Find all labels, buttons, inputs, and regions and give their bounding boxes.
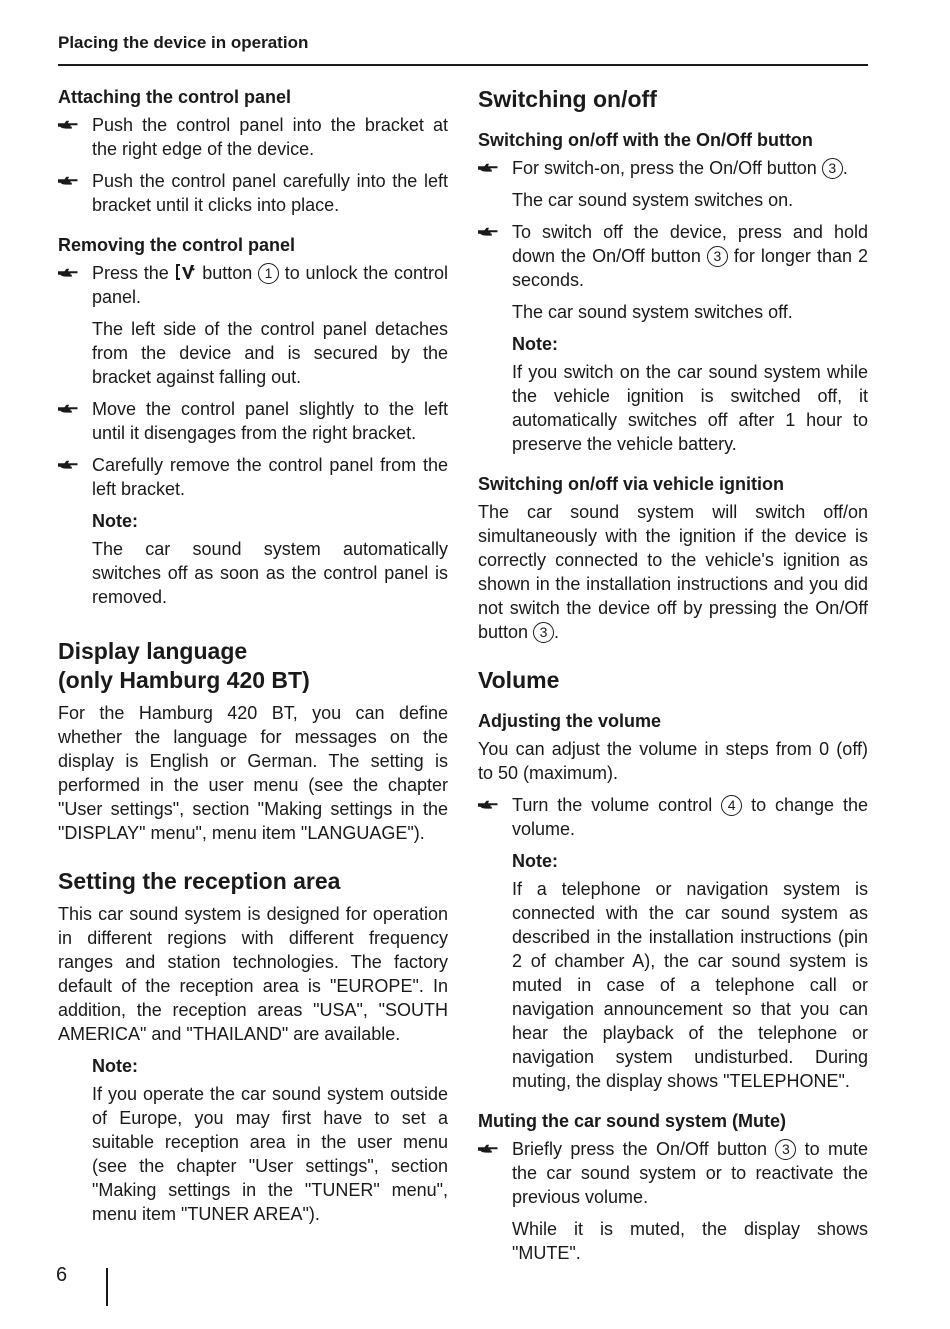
switching-heading: Switching on/off <box>478 86 657 112</box>
ignition-text: The car sound system will switch off/on simultaneously with the ignition if the device is correctly connected to the vehicle's ignition as shown in the installation instructions and you did not switch the device off by pressing the On/Off button 3 . <box>478 502 868 642</box>
remove-result-text: The left side of the control panel detaches from the device and is secured by the bracket against falling out. <box>92 319 448 387</box>
pointing-hand-icon <box>58 268 78 278</box>
pointing-hand-icon <box>478 227 498 237</box>
remove-step-1: Press the button 1 to unlock the control panel. <box>58 261 448 309</box>
note-text: If you switch on the car sound system while the vehicle ignition is switched off, it automatically switches off after 1 hour to preserve the vehicle battery. <box>512 362 868 454</box>
mute-subheading: Muting the car sound system (Mute) <box>478 1111 787 1131</box>
pointing-hand-icon <box>58 176 78 186</box>
pointing-hand-icon <box>58 404 78 414</box>
remove-step-3: Carefully remove the control panel from the left bracket. <box>58 453 448 501</box>
pointing-hand-icon <box>58 120 78 130</box>
adjust-volume-subheading: Adjusting the volume <box>478 711 662 731</box>
remove-heading: Removing the control panel <box>58 235 296 255</box>
language-heading: Display language (only Hamburg 420 BT) <box>58 638 310 693</box>
callout-number: 3 <box>707 246 728 267</box>
volume-step: Turn the volume control 4 to change the volume. <box>478 793 868 841</box>
attach-step-1: Push the control panel into the bracket at the right edge of the device. <box>58 113 448 161</box>
reception-text: This car sound system is designed for operation in different regions with different frequency ranges and station technologies. The factory default of the reception area is "EUROPE". In addition, the reception areas "USA", "SOUTH AMERICA" and "THAILAND" are available. <box>58 904 448 1044</box>
page-number: 6 <box>56 1264 68 1286</box>
note-label: Note: <box>92 1056 138 1076</box>
note-text: The car sound system automatically switches off as soon as the control panel is removed. <box>92 539 448 607</box>
reception-heading: Setting the reception area <box>58 868 341 894</box>
switch-button-subheading: Switching on/off with the On/Off button <box>478 130 813 150</box>
switch-on-step: For switch-on, press the On/Off button 3 . <box>478 156 868 180</box>
mute-step: Briefly press the On/Off button 3 to mute the car sound system or to reactivate the previous volume. <box>478 1137 868 1209</box>
right-column <box>478 85 868 1273</box>
mute-result: While it is muted, the display shows "MUTE". <box>512 1219 868 1263</box>
remove-step-2: Move the control panel slightly to the left until it disengages from the right bracket. <box>58 397 448 445</box>
ignition-subheading: Switching on/off via vehicle ignition <box>478 474 785 494</box>
switch-off-result: The car sound system switches off. <box>512 302 793 322</box>
language-text: For the Hamburg 420 BT, you can define whether the language for messages on the display is English or German. The setting is performed in the user menu (see the chapter "User settings", section "Making settings in the "DISPLAY" menu", menu item "LANGUAGE"). <box>58 703 448 843</box>
pointing-hand-icon <box>478 163 498 173</box>
note-label: Note: <box>512 334 558 354</box>
pointing-hand-icon <box>478 1144 498 1154</box>
callout-number: 1 <box>258 263 279 284</box>
switch-off-step: To switch off the device, press and hold down the On/Off button 3 for longer than 2 seconds. <box>478 220 868 292</box>
note-text: If a telephone or navigation system is connected with the car sound system as described in the installation instructions (pin 2 of chamber A), the car sound system is muted in case of a telephone call or navigation announcement so that you can hear the playback of the telephone or navigation system undisturbed. During muting, the display shows "TELEPHONE". <box>512 879 868 1091</box>
page-header <box>58 30 868 66</box>
callout-number: 3 <box>822 158 843 179</box>
switch-on-result: The car sound system switches on. <box>512 190 794 210</box>
attach-heading: Attaching the control panel <box>58 87 292 107</box>
unlock-release-icon <box>174 263 196 281</box>
callout-number: 3 <box>533 622 554 643</box>
note-text: If you operate the car sound system outside of Europe, you may first have to set a suitable reception area in the user menu (see the chapter "User settings", section "Making settings in the "TUNER" menu", menu item "TUNER AREA"). <box>92 1084 448 1224</box>
callout-number: 4 <box>721 795 742 816</box>
volume-heading: Volume <box>478 667 560 693</box>
note-label: Note: <box>92 511 138 531</box>
note-label: Note: <box>512 851 558 871</box>
attach-step-2: Push the control panel carefully into the left bracket until it clicks into place. <box>58 169 448 217</box>
footer-divider <box>106 1268 108 1306</box>
callout-number: 3 <box>775 1139 796 1160</box>
left-column <box>58 85 448 1234</box>
pointing-hand-icon <box>478 800 498 810</box>
header-title: Placing the device in operation <box>58 33 309 52</box>
volume-text: You can adjust the volume in steps from 0 (off) to 50 (maximum). <box>478 739 868 783</box>
pointing-hand-icon <box>58 460 78 470</box>
